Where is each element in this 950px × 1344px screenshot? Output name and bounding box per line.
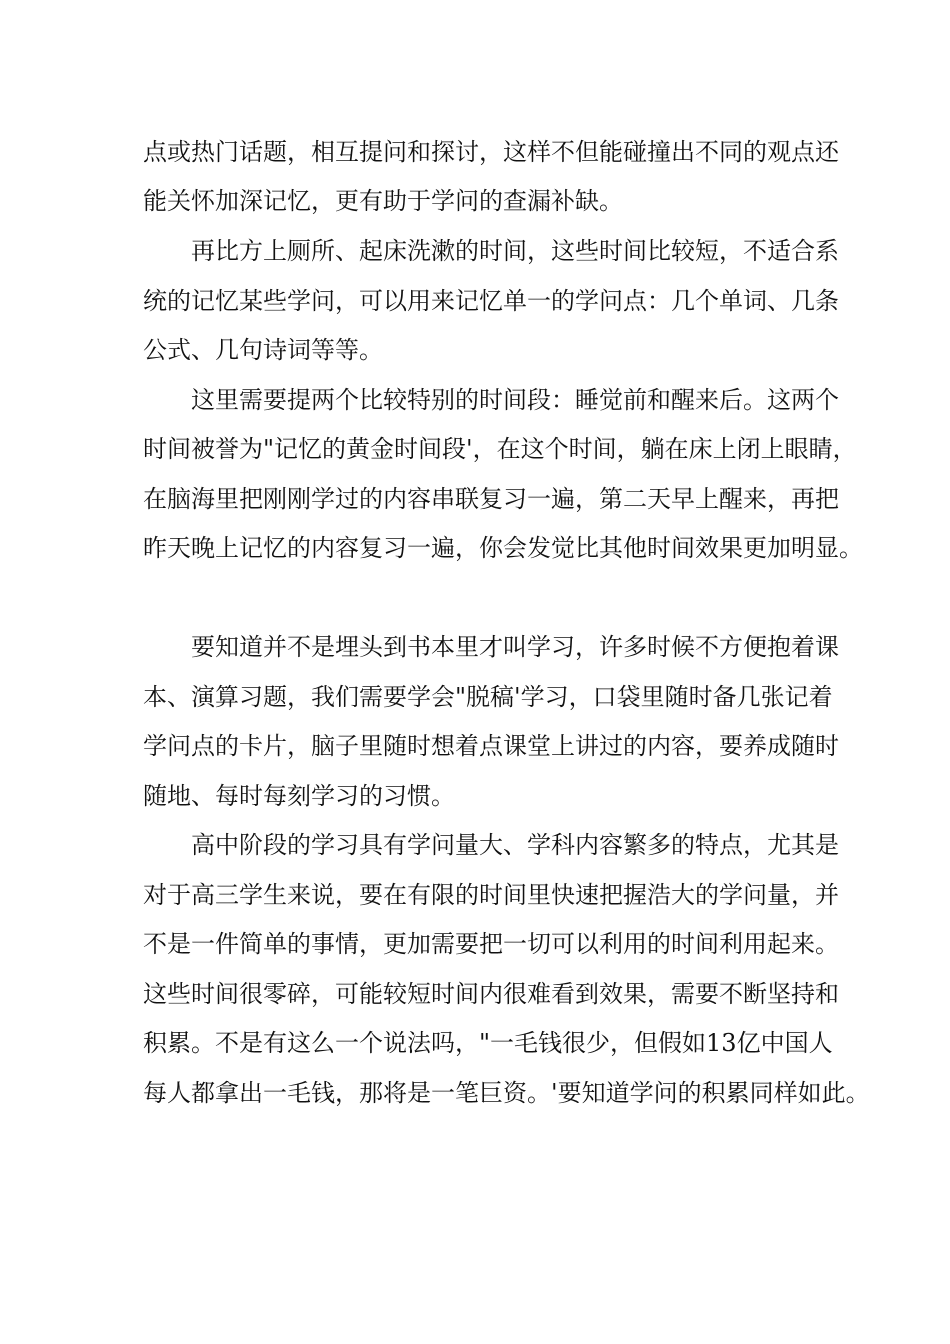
paragraph-4-line-1: 要知道并不是埋头到书本里才叫学习，许多时候不方便抱着课 — [191, 633, 839, 661]
paragraph-3-line-3: 在脑海里把刚刚学过的内容串联复习一遍，第二天早上醒来，再把 — [143, 485, 839, 513]
paragraph-3-line-4: 昨天晚上记忆的内容复习一遍，你会发觉比其他时间效果更加明显。 — [143, 534, 863, 562]
paragraph-2-line-1: 再比方上厕所、起床洗漱的时间，这些时间比较短，不适合系 — [191, 237, 839, 265]
paragraph-5-line-4: 这些时间很零碎，可能较短时间内很难看到效果，需要不断坚持和 — [143, 980, 839, 1008]
paragraph-5-line-6: 每人都拿出一毛钱，那将是一笔巨资。'要知道学问的积累同样如此。 — [143, 1079, 870, 1107]
paragraph-1-line-1: 点或热门话题，相互提问和探讨，这样不但能碰撞出不同的观点还 — [143, 138, 839, 166]
paragraph-5-line-1: 高中阶段的学习具有学问量大、学科内容繁多的特点，尤其是 — [191, 831, 839, 859]
paragraph-4-line-2: 本、演算习题，我们需要学会"脱稿'学习，口袋里随时备几张记着 — [143, 683, 833, 711]
paragraph-5-line-5: 积累。不是有这么一个说法吗，"一毛钱很少，但假如13亿中国人 — [143, 1029, 833, 1057]
paragraph-2-line-3: 公式、几句诗词等等。 — [143, 336, 383, 364]
paragraph-4-line-3: 学问点的卡片，脑子里随时想着点课堂上讲过的内容，要养成随时 — [143, 732, 839, 760]
paragraph-3-line-2: 时间被誉为"记忆的黄金时间段'，在这个时间，躺在床上闭上眼睛， — [143, 435, 857, 463]
paragraph-1-line-2: 能关怀加深记忆，更有助于学问的查漏补缺。 — [143, 187, 623, 215]
paragraph-3-line-1: 这里需要提两个比较特别的时间段：睡觉前和醒来后。这两个 — [191, 386, 839, 414]
paragraph-2-line-2: 统的记忆某些学问，可以用来记忆单一的学问点：几个单词、几条 — [143, 287, 839, 315]
paragraph-4-line-4: 随地、每时每刻学习的习惯。 — [143, 782, 455, 810]
paragraph-5-line-2: 对于高三学生来说，要在有限的时间里快速把握浩大的学问量，并 — [143, 881, 839, 909]
paragraph-5-line-3: 不是一件简单的事情，更加需要把一切可以利用的时间利用起来。 — [143, 930, 839, 958]
